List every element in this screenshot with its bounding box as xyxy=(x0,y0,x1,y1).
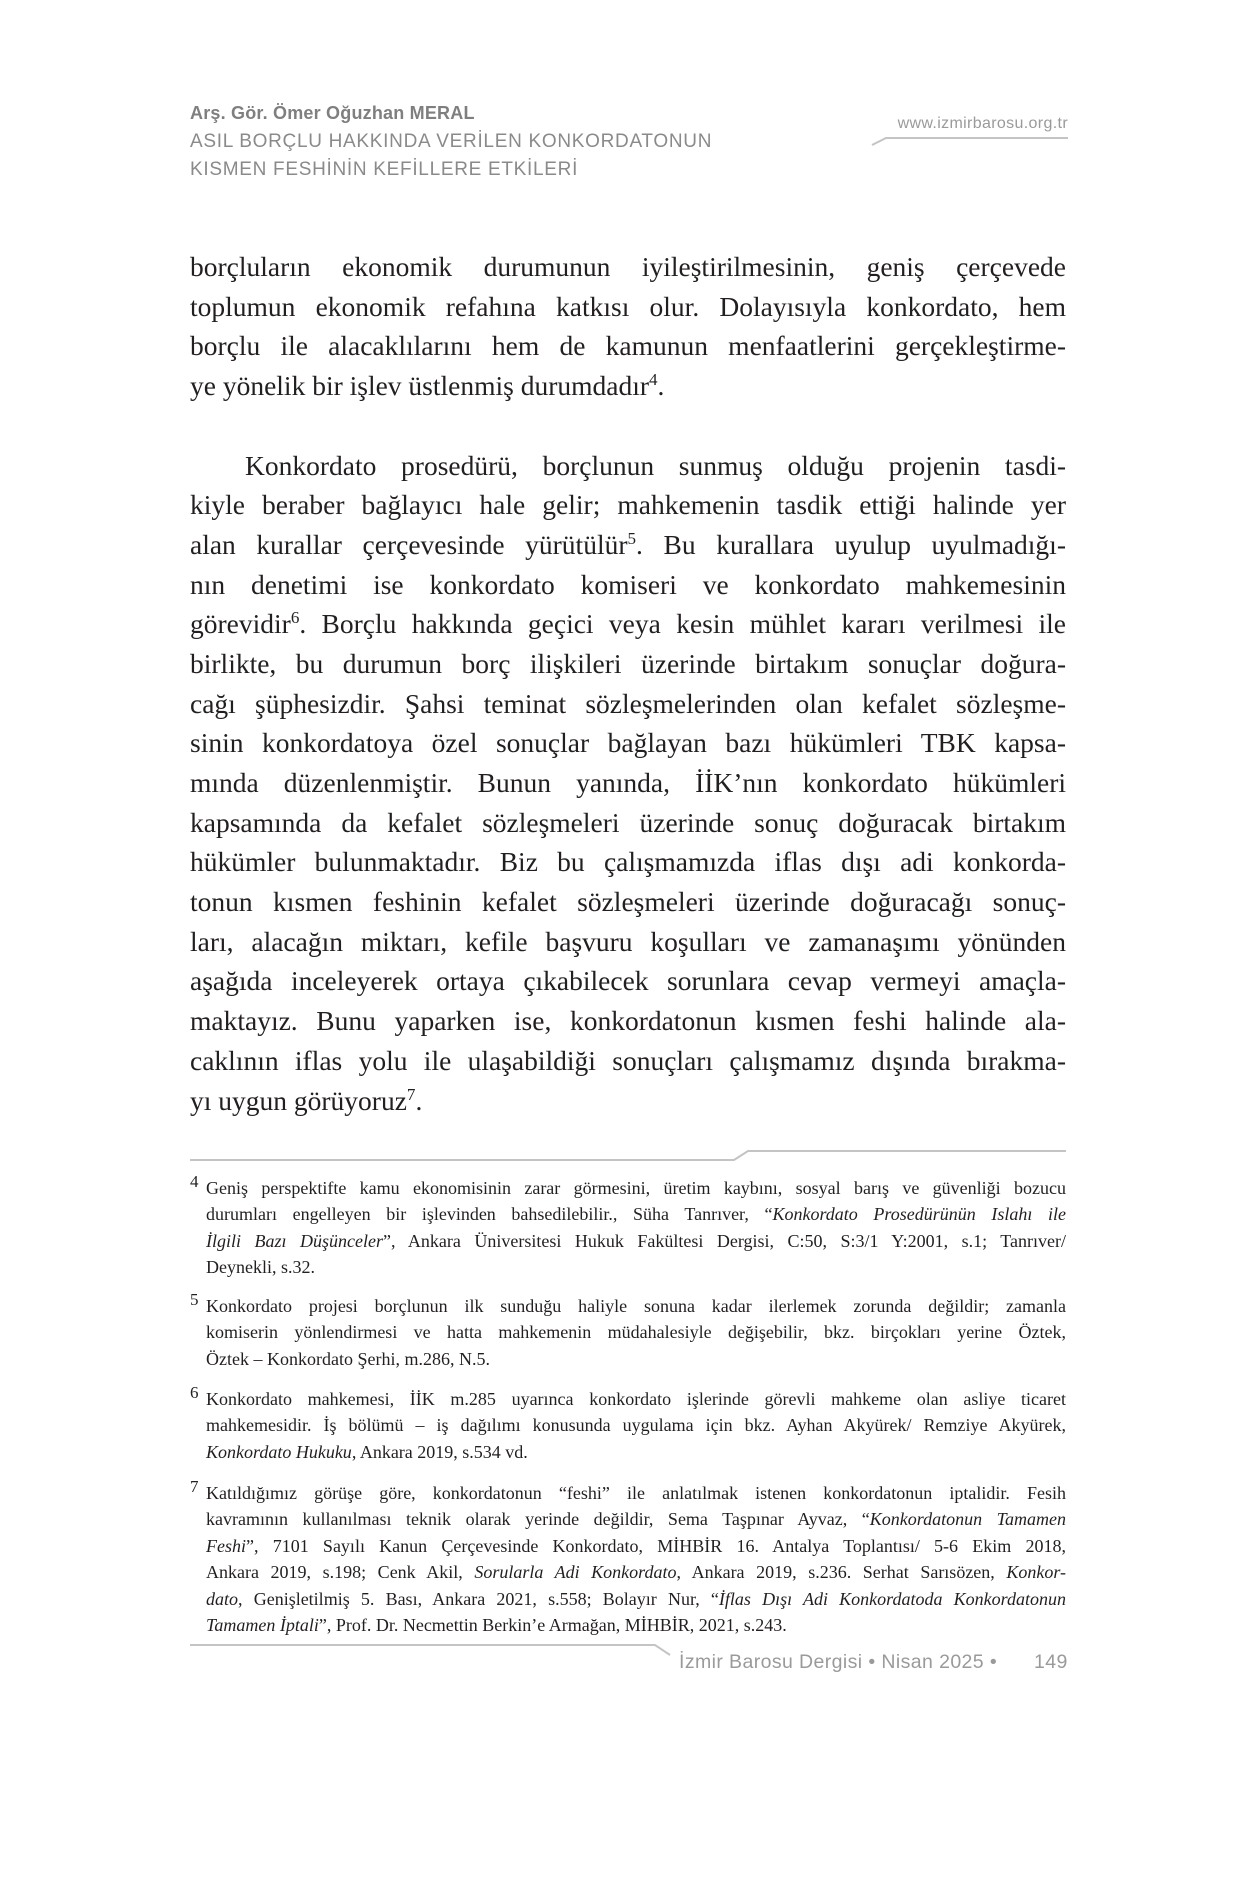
body-line xyxy=(190,723,1066,763)
italic-text: dato xyxy=(206,1588,239,1609)
text-segment: . Bu kurallara uyulup uyulmadığı- xyxy=(636,528,1066,560)
footnote-line xyxy=(206,1533,1066,1559)
text-segment: Katıldığımız görüşe göre, konkordatonun “feshi” ile anlatılmak istenen konkordatonun iptalidir. Fesih xyxy=(206,1483,1066,1503)
footnote-line xyxy=(206,1201,1066,1227)
footnote-number: 5 xyxy=(190,1290,199,1309)
journal-footer: İzmir Barosu Dergisi • Nisan 2025 • xyxy=(679,1651,998,1673)
text-segment: . xyxy=(657,370,665,402)
text-segment: tonun kısmen feshinin kefalet sözleşmeleri üzerinde doğuracağı sonuç- xyxy=(190,886,1066,918)
text-segment: maktayız. Bunu yaparken ise, konkordatonun kısmen feshi halinde ala- xyxy=(190,1005,1066,1037)
body-line xyxy=(190,1041,1066,1081)
body-line xyxy=(190,565,1066,605)
text-segment: ları, alacağın miktarı, kefile başvuru koşulları ve zamanaşımı yönünden xyxy=(190,925,1066,957)
italic-text: Tamamen İptali xyxy=(206,1614,319,1635)
italic-text: Feshi xyxy=(206,1535,246,1556)
text-segment: ”, 7101 Sayılı Kanun Çerçevesinde Konkordato, MİHBİR 16. Antalya Toplantısı/ 5-6 Ekim 2018, xyxy=(246,1535,1066,1556)
text-segment: borçlu ile alacaklılarını hem de kamunun menfaatlerini gerçekleştirme- xyxy=(190,330,1066,362)
footnote-number: 6 xyxy=(190,1383,199,1402)
body-line xyxy=(190,803,1066,843)
text-segment: Ankara 2019, s.198; Cenk Akil, xyxy=(206,1562,475,1583)
footnote-number: 4 xyxy=(190,1172,199,1191)
article-title-line: ASIL BORÇLU HAKKINDA VERİLEN KONKORDATONUN xyxy=(190,131,713,152)
body-line xyxy=(190,247,1066,287)
text-segment: mahkemesidir. İş bölümü – iş dağılımı konusunda uygulama için bkz. Ayhan Akyürek/ Remziye Akyürek, xyxy=(206,1415,1066,1436)
footnote-text xyxy=(206,1386,1066,1465)
footnote-number: 7 xyxy=(190,1477,199,1496)
italic-text: İlgili Bazı Düşünceler xyxy=(206,1230,383,1251)
body-line xyxy=(190,763,1066,803)
footnote-reference: 6 xyxy=(290,608,300,628)
footnote-reference: 4 xyxy=(649,369,658,389)
footer-rule xyxy=(190,1645,670,1655)
footnote-line xyxy=(206,1586,1066,1612)
text-segment: ye yönelik bir işlev üstlenmiş durumdadır xyxy=(190,370,650,402)
text-segment: mında düzenlenmiştir. Bunun yanında, İİK’nın konkordato hükümleri xyxy=(190,767,1066,798)
footnote-line xyxy=(206,1346,1066,1372)
body-line xyxy=(190,882,1066,922)
text-segment: kiyle beraber bağlayıcı hale gelir; mahkemenin tasdik ettiği halinde yer xyxy=(190,489,1066,521)
body-line xyxy=(190,1081,1066,1121)
text-segment: cağı şüphesizdir. Şahsi teminat sözleşmelerinden olan kefalet sözleşme- xyxy=(190,687,1066,719)
italic-text: İflas Dışı Adi Konkordatoda Konkordatonun xyxy=(718,1588,1067,1609)
footnote-line xyxy=(206,1175,1066,1201)
footnote-line xyxy=(206,1612,1066,1638)
footnote xyxy=(190,1172,1066,1281)
text-segment: Öztek – Konkordato Şerhi, m.286, N.5. xyxy=(206,1348,490,1369)
text-segment: Deynekli, s.32. xyxy=(206,1257,315,1278)
body-line xyxy=(190,922,1066,962)
text-segment: hükümler bulunmaktadır. Biz bu çalışmamızda iflas dışı adi konkorda- xyxy=(190,846,1066,878)
text-segment: , Genişletilmiş 5. Bası, Ankara 2021, s.558; Bolayır Nur, “ xyxy=(238,1588,719,1609)
text-segment: Konkordato projesi borçlunun ilk sunduğu haliyle sonuna kadar ilerlemek zorunda değildir; zamanla xyxy=(206,1296,1066,1316)
text-segment: Geniş perspektifte kamu ekonomisinin zarar görmesini, üretim kaybını, sosyal barış ve güvenliği bozucu xyxy=(206,1178,1066,1198)
text-segment: komiserin yönlendirmesi ve hatta mahkemenin müdahalesiyle değişebilir, bkz. birçokları yerine Öztek, xyxy=(206,1322,1066,1343)
body-line xyxy=(190,842,1066,882)
text-segment: nın denetimi ise konkordato komiseri ve konkordato mahkemesinin xyxy=(190,568,1066,600)
text-segment: Konkordato prosedürü, borçlunun sunmuş olduğu projenin tasdi- xyxy=(245,449,1066,481)
text-segment: görevidir xyxy=(190,608,291,640)
italic-text: Sorularla Adi Konkordato xyxy=(474,1562,677,1583)
body-line xyxy=(190,961,1066,1001)
text-segment: ”, Ankara Üniversitesi Hukuk Fakültesi Dergisi, C:50, S:3/1 Y:2001, s.1; Tanrıver/ xyxy=(382,1230,1066,1251)
text-segment: Konkordato mahkemesi, İİK m.285 uyarınca konkordato işlerinde görevli mahkeme olan asliye ticaret xyxy=(206,1389,1066,1409)
header-rule xyxy=(872,138,1068,145)
text-segment: alan kurallar çerçevesinde yürütülür xyxy=(190,528,628,560)
footnote xyxy=(190,1383,1066,1465)
footnote-line xyxy=(206,1506,1066,1532)
footnote-line xyxy=(206,1319,1066,1345)
article-title-line: KISMEN FESHİNİN KEFİLLERE ETKİLERİ xyxy=(190,159,579,180)
text-segment: aşağıda inceleyerek ortaya çıkabilecek sorunlara cevap vermeyi amaçla- xyxy=(190,965,1066,997)
body-line xyxy=(190,644,1066,684)
footnote-line xyxy=(206,1228,1066,1254)
text-segment: toplumun ekonomik refahına katkısı olur. Dolayısıyla konkordato, hem xyxy=(190,290,1066,322)
body-line xyxy=(190,1001,1066,1041)
italic-text: Konkordato Hukuku xyxy=(206,1441,352,1462)
text-segment: sinin konkordatoya özel sonuçlar bağlayan bazı hükümleri TBK kapsa- xyxy=(190,727,1066,759)
body-line xyxy=(190,366,1066,406)
body-line xyxy=(190,684,1066,724)
text-segment: yı uygun görüyoruz xyxy=(190,1084,407,1116)
footnote-reference: 7 xyxy=(406,1084,416,1104)
text-segment: ”, Prof. Dr. Necmettin Berkin’e Armağan, MİHBİR, 2021, s.243. xyxy=(318,1614,787,1635)
footnote-line xyxy=(206,1254,1066,1280)
footnote-text xyxy=(206,1293,1066,1372)
author-name: Arş. Gör. Ömer Oğuzhan MERAL xyxy=(190,103,475,123)
text-segment: durumları engelleyen bir işlevinden bahsedilebilir., Süha Tanrıver, “ xyxy=(206,1204,773,1225)
footnote-text xyxy=(206,1480,1066,1638)
body-line xyxy=(190,525,1066,565)
italic-text: Konkordatonun Tamamen xyxy=(869,1509,1067,1530)
footnote-reference: 5 xyxy=(627,528,637,548)
body-line xyxy=(190,485,1066,525)
footnote-line xyxy=(206,1480,1066,1506)
body-line xyxy=(190,604,1066,644)
footnote-separator xyxy=(190,1151,1066,1160)
body-line xyxy=(190,446,1066,486)
body-paragraph xyxy=(190,446,1066,1121)
text-segment: , Ankara 2019, s.534 vd. xyxy=(351,1441,528,1462)
footnote-line xyxy=(206,1559,1066,1585)
body-paragraph xyxy=(190,247,1066,406)
text-segment: , Ankara 2019, s.236. Serhat Sarısözen, xyxy=(676,1562,1007,1583)
page-number: 149 xyxy=(1034,1651,1068,1673)
footnote xyxy=(190,1477,1067,1638)
text-segment: kavramının kullanılması teknik olarak yerinde değildir, Sema Taşpınar Ayvaz, “ xyxy=(206,1509,870,1530)
website-url: www.izmirbarosu.org.tr xyxy=(897,115,1068,132)
text-segment: . xyxy=(415,1084,423,1116)
footnote-line xyxy=(206,1412,1066,1438)
italic-text: Konkordato Prosedürünün Islahı ile xyxy=(772,1204,1066,1225)
italic-text: Konkor- xyxy=(1006,1562,1067,1583)
footnote-line xyxy=(206,1293,1066,1319)
text-segment: kapsamında da kefalet sözleşmeleri üzerinde sonuç doğuracak birtakım xyxy=(190,806,1066,838)
footnote xyxy=(190,1290,1066,1372)
text-segment: birlikte, bu durumun borç ilişkileri üzerinde birtakım sonuçlar doğura- xyxy=(190,647,1066,679)
text-segment: borçluların ekonomik durumunun iyileştirilmesinin, geniş çerçevede xyxy=(190,251,1066,282)
footnote-text xyxy=(206,1175,1066,1281)
body-line xyxy=(190,326,1066,366)
body-line xyxy=(190,287,1066,327)
footnote-line xyxy=(206,1439,1066,1465)
text-segment: caklının iflas yolu ile ulaşabildiği sonuçları çalışmamız dışında bırakma- xyxy=(190,1044,1066,1076)
footnote-line xyxy=(206,1386,1066,1412)
text-segment: . Borçlu hakkında geçici veya kesin mühlet kararı verilmesi ile xyxy=(299,608,1066,640)
